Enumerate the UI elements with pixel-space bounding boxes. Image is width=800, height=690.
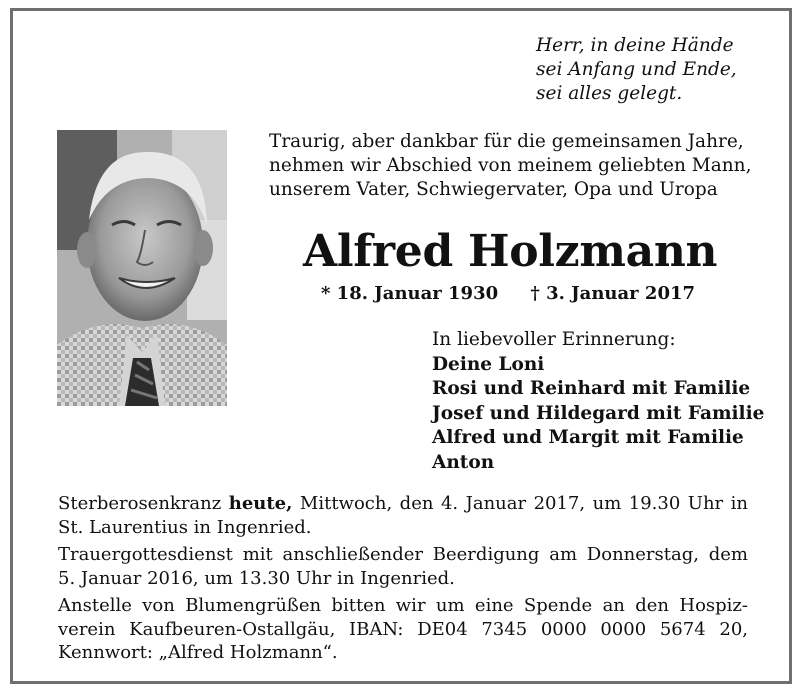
rosary-line-1: Sterberosenkranz heute, Mittwoch, den 4. Januar 2017, um 19.30 Uhr in xyxy=(58,493,748,514)
verse-line: sei alles gelegt. xyxy=(536,83,683,104)
mourners-heading: In liebevoller Erinnerung: xyxy=(432,329,676,350)
funeral-line-1: Trauergottesdienst mit anschließender Beerdigung am Donnerstag, dem xyxy=(58,544,748,565)
rosary-line-2: St. Laurentius in Ingenried. xyxy=(58,516,312,538)
funeral-line-2: 5. Januar 2016, um 13.30 Uhr in Ingenried. xyxy=(58,567,455,589)
rosary-day: heute, xyxy=(228,493,293,514)
donation-line-3: Kennwort: „Alfred Holzmann“. xyxy=(58,642,338,663)
mourner: Deine Loni xyxy=(432,353,545,375)
portrait-illustration xyxy=(57,130,227,406)
mourner: Josef und Hildegard mit Familie xyxy=(432,402,765,424)
donation-note xyxy=(58,594,748,665)
mourner: Rosi und Reinhard mit Familie xyxy=(432,378,751,399)
death-date: † 3. Januar 2017 xyxy=(530,283,696,304)
mourner: Alfred und Margit mit Familie xyxy=(432,427,744,448)
donation-line-2: verein Kaufbeuren-Ostallgäu, IBAN: DE04 7345 0000 0000 5674 20, xyxy=(58,618,748,640)
intro-text xyxy=(269,130,751,202)
verse-line: Herr, in deine Hände xyxy=(536,35,734,56)
portrait-photo xyxy=(57,130,227,406)
mourner: Anton xyxy=(432,451,495,473)
life-dates xyxy=(321,282,695,306)
birth-date: * 18. Januar 1930 xyxy=(321,283,499,304)
funeral-note xyxy=(58,543,748,590)
rosary-note xyxy=(58,492,748,539)
bible-verse xyxy=(536,34,737,106)
deceased-name: Alfred Holzmann xyxy=(303,226,718,277)
intro-line: unserem Vater, Schwiegervater, Opa und Uropa xyxy=(269,179,718,200)
service-notes xyxy=(58,492,748,669)
intro-line: nehmen wir Abschied von meinem geliebten Mann, xyxy=(269,155,752,176)
verse-line: sei Anfang und Ende, xyxy=(536,59,737,80)
mourners-list xyxy=(432,328,764,475)
intro-line: Traurig, aber dankbar für die gemeinsamen Jahre, xyxy=(269,131,744,152)
donation-line-1: Anstelle von Blumengrüßen bitten wir um eine Spende an den Hospiz- xyxy=(58,595,748,616)
